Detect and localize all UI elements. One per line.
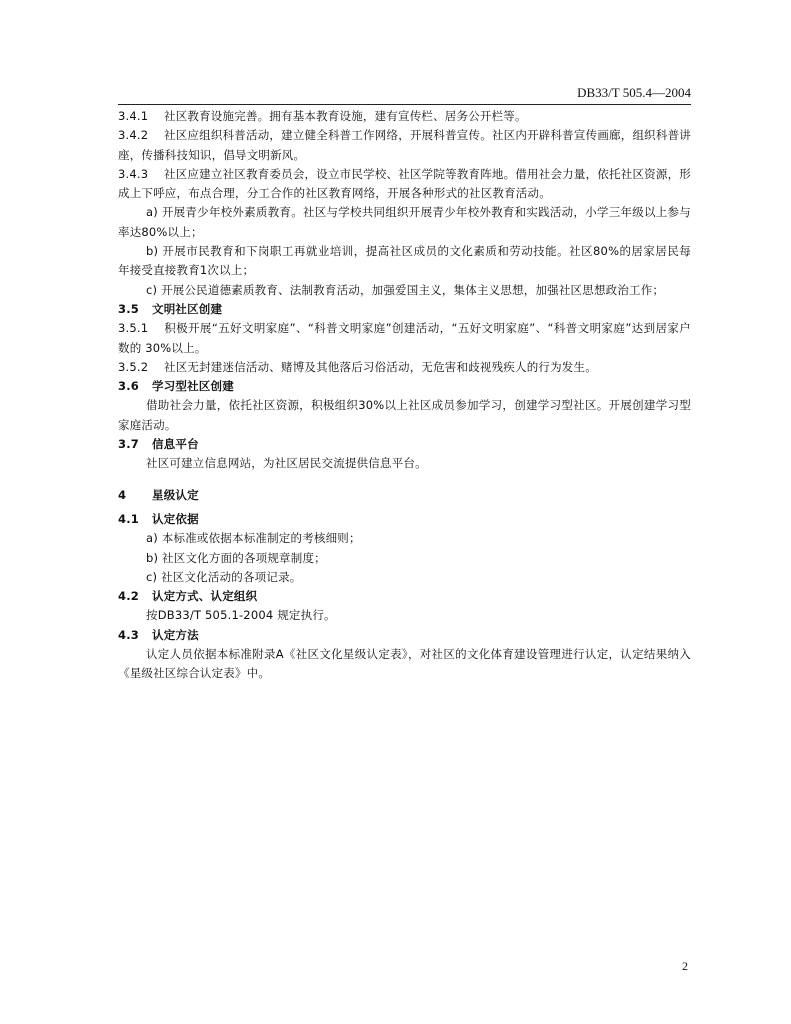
section-title: 认定依据 [152, 511, 199, 526]
section-number: 4.3 [118, 627, 139, 642]
clause-text: 社区无封建迷信活动、赌博及其他落后习俗活动，无危害和歧视残疾人的行为发生。 [164, 359, 597, 374]
header-rule [118, 104, 691, 105]
section-number: 4.2 [118, 589, 139, 604]
clause-number: 3.4.2 [118, 128, 149, 143]
section-number: 3.5 [118, 301, 139, 316]
section-4-3-text: 认定人员依据本标准附录A《社区文化星级认定表》，对社区的文化体育建设管理进行认定，认定结果纳入《星级社区综合认定表》中。 [118, 647, 691, 681]
clause-number: 3.5.2 [118, 359, 149, 374]
section-number: 3.7 [118, 437, 139, 452]
clause-text: 社区应建立社区教育委员会，设立市民学校、社区学院等教育阵地。借用社会力量，依托社区资源，形成上下呼应，布点合理，分工合作的社区教育网络，开展各种形式的社区教育活动。 [118, 166, 691, 201]
list-item-b: b) 社区文化方面的各项规章制度； [146, 550, 326, 565]
clause-3-4-1 [118, 107, 691, 126]
clause-3-5-1 [118, 319, 691, 358]
section-title: 认定方法 [152, 627, 199, 642]
section-number: 3.6 [118, 379, 139, 394]
section-title: 学习型社区创建 [152, 379, 234, 394]
chapter-number: 4 [118, 487, 127, 502]
chapter-4-heading [118, 486, 691, 505]
section-3-6-text: 借助社会力量，依托社区资源，积极组织30%以上社区成员参加学习，创建学习型社区。开展创建学习型家庭活动。 [118, 398, 691, 432]
clause-number: 3.5.1 [118, 321, 149, 336]
page-number: 2 [682, 959, 688, 973]
clause-3-4-2 [118, 126, 691, 165]
section-4-3-heading [118, 626, 691, 645]
clause-number: 3.4.1 [118, 109, 149, 123]
section-3-5-heading [118, 300, 691, 319]
section-3-7-text: 社区可建立信息网站，为社区居民交流提供信息平台。 [146, 456, 427, 471]
list-item-a: a) 开展青少年校外素质教育。社区与学校共同组织开展青少年校外教育和实践活动，小学三年级以上参与率达80%以上； [118, 205, 691, 239]
section-4-2-heading [118, 587, 691, 606]
list-item-b: b) 开展市民教育和下岗职工再就业培训，提高社区成员的文化素质和劳动技能。社区80%的居家居民每年接受直接教育1次以上； [118, 244, 691, 278]
clause-3-4-3 [118, 165, 691, 204]
list-item-c: c) 开展公民道德素质教育、法制教育活动，加强爱国主义，集体主义思想，加强社区思想政治工作； [146, 282, 665, 297]
clause-3-5-2 [118, 358, 691, 377]
clause-text: 社区应组织科普活动，建立健全科普工作网络，开展科普宣传。社区内开辟科普宣传画廊，组织科普讲座，传播科技知识，倡导文明新风。 [118, 128, 691, 162]
section-3-7-heading [118, 435, 691, 454]
clause-number: 3.4.3 [118, 166, 149, 181]
section-number: 4.1 [118, 511, 139, 526]
section-title: 认定方式、认定组织 [152, 589, 258, 604]
section-4-2-text: 按DB33/T 505.1-2004 规定执行。 [146, 608, 336, 623]
clause-text: 积极开展“五好文明家庭”、“科普文明家庭”创建活动，“五好文明家庭”、“科普文明家庭”达到居家户数的 30%以上。 [118, 321, 691, 355]
section-3-6-heading [118, 377, 691, 396]
list-item-a: a) 本标准或依据本标准制定的考核细则； [146, 531, 361, 546]
spacer [118, 474, 691, 486]
document-id: DB33/T 505.4—2004 [577, 85, 691, 100]
section-title: 信息平台 [152, 437, 199, 452]
section-4-1-heading [118, 510, 691, 529]
list-item-c: c) 社区文化活动的各项记录。 [146, 569, 302, 584]
clause-text: 社区教育设施完善。拥有基本教育设施，建有宣传栏、居务公开栏等。 [164, 109, 527, 123]
section-title: 文明社区创建 [152, 301, 223, 316]
chapter-title: 星级认定 [152, 487, 199, 502]
document-body [118, 107, 691, 684]
